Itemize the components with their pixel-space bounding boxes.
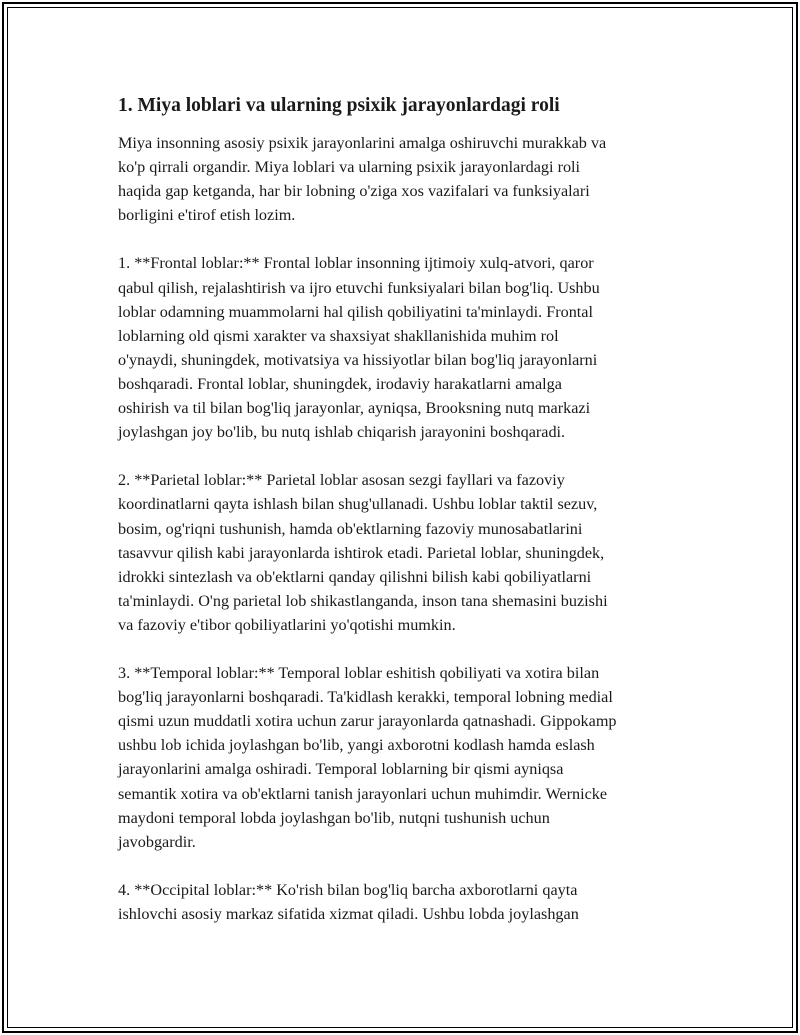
text-line: ta'minlaydi. O'ng parietal lob shikastlanganda, inson tana shemasini buzishi (118, 591, 608, 610)
text-line: ishlovchi asosiy markaz sifatida xizmat qiladi. Ushbu lobda joylashgan (118, 905, 579, 923)
text-line: qabul qilish, rejalashtirish va ijro etuvchi funksiyalari bilan bog'liq. Ushbu (118, 278, 600, 297)
document-body (118, 93, 688, 950)
text-line: 3. **Temporal loblar:** Temporal loblar eshitish qobiliyati va xotira bilan (118, 664, 600, 683)
text-line: jarayonlarini amalga oshiradi. Temporal loblarning bir qismi ayniqsa (118, 760, 564, 779)
text-line: qismi uzun muddatli xotira uchun zarur jarayonlarda qatnashadi. Gippokamp (118, 712, 617, 731)
text-line: koordinatlarni qayta ishlash bilan shug'ullanadi. Ushbu loblar taktil sezuv, (118, 495, 598, 514)
paragraph-list (118, 131, 688, 926)
text-line: haqida gap ketganda, har bir lobning o'ziga xos vazifalari va funksiyalari (118, 182, 590, 201)
text-line: bosim, og'riqni tushunish, hamda ob'ektlarning fazoviy munosabatlarini (118, 519, 583, 538)
text-line: o'ynaydi, shuningdek, motivatsiya va hissiyotlar bilan bog'liq jarayonlarni (118, 350, 598, 369)
text-line: loblar odamning muammolarni hal qilish qobiliyatini ta'minlaydi. Frontal (118, 302, 593, 321)
text-line: ushbu lob ichida joylashgan bo'lib, yangi axborotni kodlash hamda eslash (118, 736, 595, 755)
text-line: boshqaradi. Frontal loblar, shuningdek, irodaviy harakatlarni amalga (118, 374, 562, 393)
text-line: tasavvur qilish kabi jarayonlarda ishtirok etadi. Parietal loblar, shuningdek, (118, 543, 605, 562)
text-line: loblarning old qismi xarakter va shaxsiyat shakllanishida muhim rol (118, 326, 559, 345)
text-line: va fazoviy e'tibor qobiliyatlarini yo'qotishi mumkin. (118, 615, 456, 634)
section-heading: 1. Miya loblari va ularning psixik jarayonlardagi roli (118, 95, 560, 116)
text-line: joylashgan joy bo'lib, bu nutq ishlab chiqarish jarayonini boshqaradi. (118, 423, 566, 442)
text-line: ko'p qirrali organdir. Miya loblari va ularning psixik jarayonlardagi roli (118, 158, 581, 177)
paragraph (118, 661, 688, 854)
text-line: oshirish va til bilan bog'liq jarayonlar, ayniqsa, Brooksning nutq markazi (118, 399, 591, 418)
text-line: javobgardir. (118, 832, 196, 851)
text-line: Miya insonning asosiy psixik jarayonlarini amalga oshiruvchi murakkab va (118, 134, 607, 152)
text-line: semantik xotira va ob'ektlarni tanish jarayonlari uchun muhimdir. Wernicke (118, 784, 608, 803)
paragraph (118, 878, 688, 926)
paragraph (118, 468, 688, 637)
text-line: idrokki sintezlash va ob'ektlarni qanday qilishni bilish kabi qobiliyatlarni (118, 567, 592, 586)
text-line: 4. **Occipital loblar:** Ko'rish bilan bog'liq barcha axborotlarni qayta (118, 880, 578, 899)
text-line: 2. **Parietal loblar:** Parietal loblar asosan sezgi fayllari va fazoviy (118, 471, 565, 490)
text-line: bog'liq jarayonlarni boshqaradi. Ta'kidlash kerakki, temporal lobning medial (118, 688, 613, 707)
text-line: borligini e'tirof etish lozim. (118, 206, 296, 225)
paragraph (118, 131, 688, 227)
paragraph (118, 251, 688, 444)
text-line: 1. **Frontal loblar:** Frontal loblar insonning ijtimoiy xulq-atvori, qaror (118, 254, 594, 273)
text-line: maydoni temporal lobda joylashgan bo'lib, nutqni tushunish uchun (118, 808, 550, 827)
